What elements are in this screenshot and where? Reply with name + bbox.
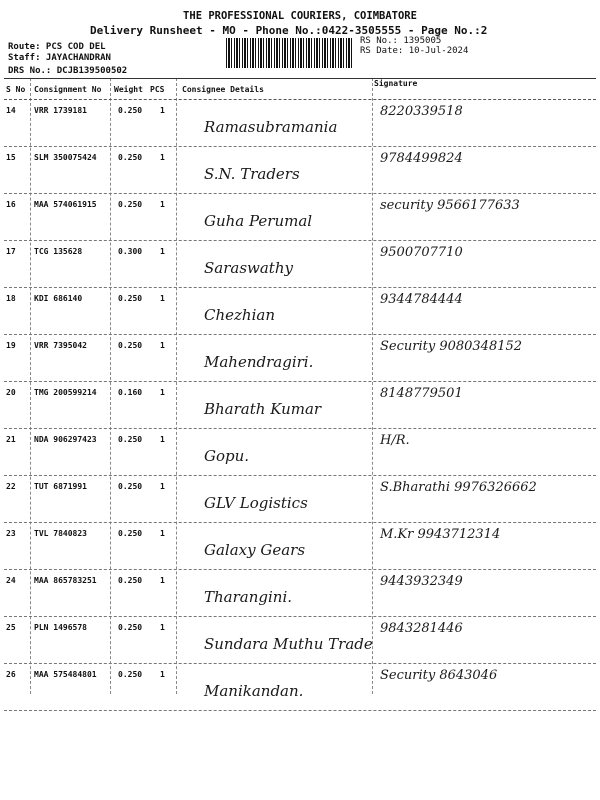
row-signature: Security 9080348152 <box>380 339 523 354</box>
row-signature: M.Kr 9943712314 <box>380 527 501 542</box>
row-consignee: GLV Logistics <box>204 494 308 512</box>
row-consignment: KDI 686140 <box>34 294 83 303</box>
table-row <box>4 194 596 241</box>
row-pcs: 1 <box>160 435 165 444</box>
row-signature: 9843281446 <box>380 621 463 636</box>
row-signature: security 9566177633 <box>380 198 520 213</box>
row-consignment: TCG 135628 <box>34 247 83 256</box>
row-signature: H/R. <box>380 433 410 448</box>
row-pcs: 1 <box>160 482 165 491</box>
row-sno: 25 <box>6 623 16 632</box>
row-consignment: TUT 6871991 <box>34 482 87 491</box>
row-weight: 0.250 <box>118 106 143 115</box>
row-consignment: VRR 1739181 <box>34 106 87 115</box>
row-sno: 14 <box>6 106 16 115</box>
header-sno: S No <box>6 85 26 94</box>
row-weight: 0.250 <box>118 529 143 538</box>
table-row <box>4 664 596 711</box>
row-pcs: 1 <box>160 247 165 256</box>
row-consignee: Guha Perumal <box>204 212 313 230</box>
row-pcs: 1 <box>160 200 165 209</box>
row-weight: 0.300 <box>118 247 143 256</box>
rs-number: RS No.: 1395005 <box>360 36 442 46</box>
table-row <box>4 147 596 194</box>
route-label: Route: PCS COD DEL <box>8 42 106 52</box>
row-sno: 22 <box>6 482 16 491</box>
row-sno: 18 <box>6 294 16 303</box>
row-weight: 0.250 <box>118 623 143 632</box>
row-weight: 0.160 <box>118 388 143 397</box>
row-weight: 0.250 <box>118 435 143 444</box>
row-sno: 24 <box>6 576 16 585</box>
header-pcs: PCS <box>150 85 165 94</box>
row-signature: 8148779501 <box>380 386 463 401</box>
row-signature: 9344784444 <box>380 292 463 307</box>
row-consignment: NDA 906297423 <box>34 435 97 444</box>
row-consignee: Galaxy Gears <box>204 541 306 559</box>
row-consignment: MAA 574061915 <box>34 200 97 209</box>
row-weight: 0.250 <box>118 153 143 162</box>
header-signature: Signature <box>374 79 418 88</box>
table-row <box>4 429 596 476</box>
row-weight: 0.250 <box>118 482 143 491</box>
row-consignee: S.N. Traders <box>204 165 300 183</box>
row-signature: 9500707710 <box>380 245 463 260</box>
row-pcs: 1 <box>160 576 165 585</box>
table-row <box>4 617 596 664</box>
table-row <box>4 241 596 288</box>
row-pcs: 1 <box>160 623 165 632</box>
row-sno: 19 <box>6 341 16 350</box>
header-consignment: Consignment No <box>34 85 102 94</box>
row-consignment: SLM 350075424 <box>34 153 97 162</box>
table-row <box>4 288 596 335</box>
row-sno: 15 <box>6 153 16 162</box>
row-weight: 0.250 <box>118 670 143 679</box>
row-pcs: 1 <box>160 153 165 162</box>
row-consignee: Bharath Kumar <box>204 400 322 418</box>
row-consignee: Sundara Muthu Trade <box>204 635 373 653</box>
table-row <box>4 100 596 147</box>
row-consignment: PLN 1496578 <box>34 623 87 632</box>
row-consignee: Gopu. <box>204 447 250 465</box>
row-signature: 9443932349 <box>380 574 463 589</box>
header-consignee: Consignee Details <box>182 85 264 94</box>
row-consignee: Mahendragiri. <box>204 353 314 371</box>
table-header <box>4 78 596 100</box>
rs-date: RS Date: 10-Jul-2024 <box>360 46 469 56</box>
row-pcs: 1 <box>160 670 165 679</box>
table-row <box>4 523 596 570</box>
drs-label: DRS No.: DCJB139500502 <box>8 66 128 76</box>
row-consignment: TVL 7840823 <box>34 529 87 538</box>
row-signature: 9784499824 <box>380 151 463 166</box>
row-weight: 0.250 <box>118 341 143 350</box>
runsheet-title: Delivery Runsheet - MO - Phone No.:0422-3505555 - Page No.:2 <box>90 24 488 37</box>
table-row <box>4 476 596 523</box>
row-consignee: Tharangini. <box>204 588 293 606</box>
table-row <box>4 335 596 382</box>
row-weight: 0.250 <box>118 576 143 585</box>
row-signature: Security 8643046 <box>380 668 498 683</box>
row-consignee: Ramasubramania <box>204 118 338 136</box>
row-signature: 8220339518 <box>380 104 463 119</box>
row-pcs: 1 <box>160 388 165 397</box>
row-consignee: Saraswathy <box>204 259 293 277</box>
row-weight: 0.250 <box>118 200 143 209</box>
row-sno: 26 <box>6 670 16 679</box>
row-consignee: Manikandan. <box>204 682 304 700</box>
row-pcs: 1 <box>160 294 165 303</box>
row-consignment: MAA 865783251 <box>34 576 97 585</box>
row-weight: 0.250 <box>118 294 143 303</box>
staff-label: Staff: JAYACHANDRAN <box>8 53 111 63</box>
row-consignment: TMG 200599214 <box>34 388 97 397</box>
header-weight: Weight <box>114 85 143 94</box>
row-sno: 16 <box>6 200 16 209</box>
row-pcs: 1 <box>160 106 165 115</box>
row-sno: 21 <box>6 435 16 444</box>
row-signature: S.Bharathi 9976326662 <box>380 480 537 495</box>
row-sno: 23 <box>6 529 16 538</box>
row-consignment: VRR 7395042 <box>34 341 87 350</box>
barcode <box>226 38 352 68</box>
company-title: THE PROFESSIONAL COURIERS, COIMBATORE <box>183 10 417 22</box>
runsheet-table <box>4 78 596 711</box>
table-row <box>4 382 596 429</box>
table-body <box>4 100 596 711</box>
row-consignment: MAA 575484801 <box>34 670 97 679</box>
table-row <box>4 570 596 617</box>
row-pcs: 1 <box>160 529 165 538</box>
row-pcs: 1 <box>160 341 165 350</box>
row-consignee: Chezhian <box>204 306 275 324</box>
row-sno: 20 <box>6 388 16 397</box>
row-sno: 17 <box>6 247 16 256</box>
